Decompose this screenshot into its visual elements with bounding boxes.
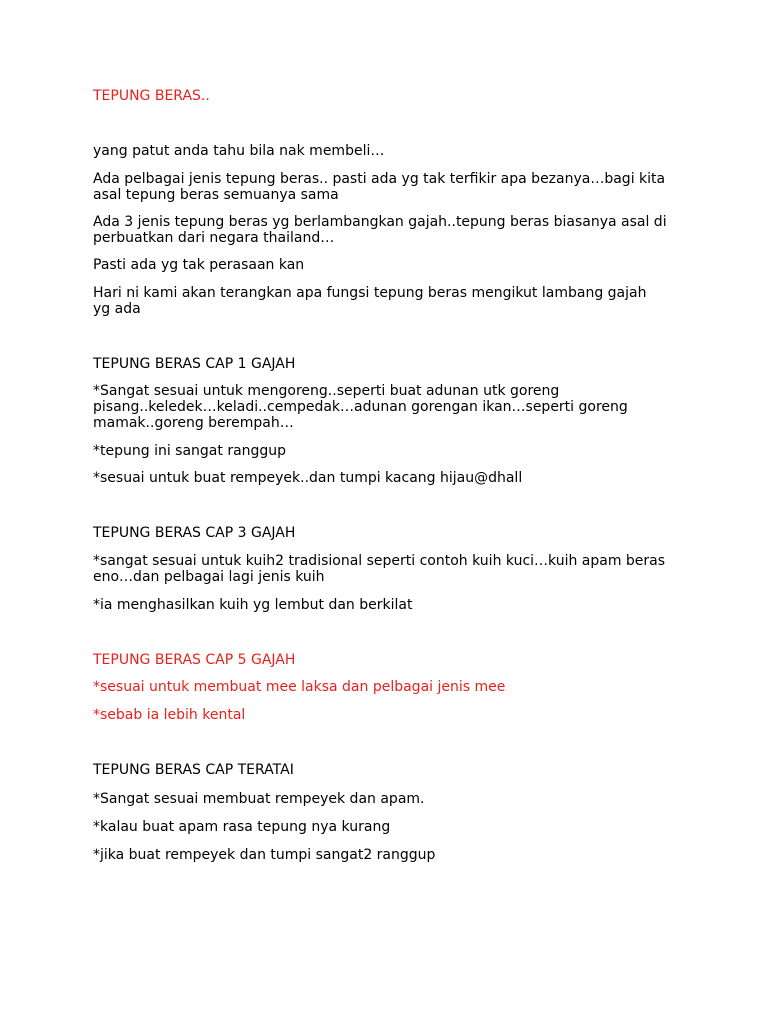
intro-line: Pasti ada yg tak perasaan kan xyxy=(93,257,305,273)
document-title: TEPUNG BERAS.. xyxy=(93,88,210,104)
section-line: mamak..goreng berempah… xyxy=(93,415,294,431)
section-line: *tepung ini sangat ranggup xyxy=(93,443,287,459)
section-heading: TEPUNG BERAS CAP 1 GAJAH xyxy=(93,356,296,372)
intro-line: yang patut anda tahu bila nak membeli… xyxy=(93,143,385,159)
section-line: *jika buat rempeyek dan tumpi sangat2 ranggup xyxy=(93,847,436,863)
intro-line: yg ada xyxy=(93,301,141,317)
section-line: *sesuai untuk buat rempeyek..dan tumpi kacang hijau@dhall xyxy=(93,470,523,486)
intro-line: Hari ni kami akan terangkan apa fungsi tepung beras mengikut lambang gajah xyxy=(93,285,647,301)
intro-line: perbuatkan dari negara thailand… xyxy=(93,230,335,246)
section-line: eno…dan pelbagai lagi jenis kuih xyxy=(93,569,325,585)
intro-line: Ada pelbagai jenis tepung beras.. pasti ada yg tak terfikir apa bezanya…bagi kita xyxy=(93,171,666,187)
section-heading: TEPUNG BERAS CAP 3 GAJAH xyxy=(93,525,296,541)
intro-line: Ada 3 jenis tepung beras yg berlambangkan gajah..tepung beras biasanya asal di xyxy=(93,214,667,230)
section-line: *kalau buat apam rasa tepung nya kurang xyxy=(93,819,391,835)
section-heading: TEPUNG BERAS CAP 5 GAJAH xyxy=(93,652,296,668)
section-line: *Sangat sesuai untuk mengoreng..seperti buat adunan utk goreng xyxy=(93,383,560,399)
section-line: *sesuai untuk membuat mee laksa dan pelbagai jenis mee xyxy=(93,679,506,695)
section-heading: TEPUNG BERAS CAP TERATAI xyxy=(93,762,294,778)
section-line: pisang..keledek…keladi..cempedak…adunan gorengan ikan…seperti goreng xyxy=(93,399,628,415)
intro-line: asal tepung beras semuanya sama xyxy=(93,187,339,203)
section-line: *ia menghasilkan kuih yg lembut dan berkilat xyxy=(93,597,413,613)
section-line: *Sangat sesuai membuat rempeyek dan apam. xyxy=(93,791,425,807)
section-line: *sangat sesuai untuk kuih2 tradisional seperti contoh kuih kuci…kuih apam beras xyxy=(93,553,666,569)
section-line: *sebab ia lebih kental xyxy=(93,707,246,723)
